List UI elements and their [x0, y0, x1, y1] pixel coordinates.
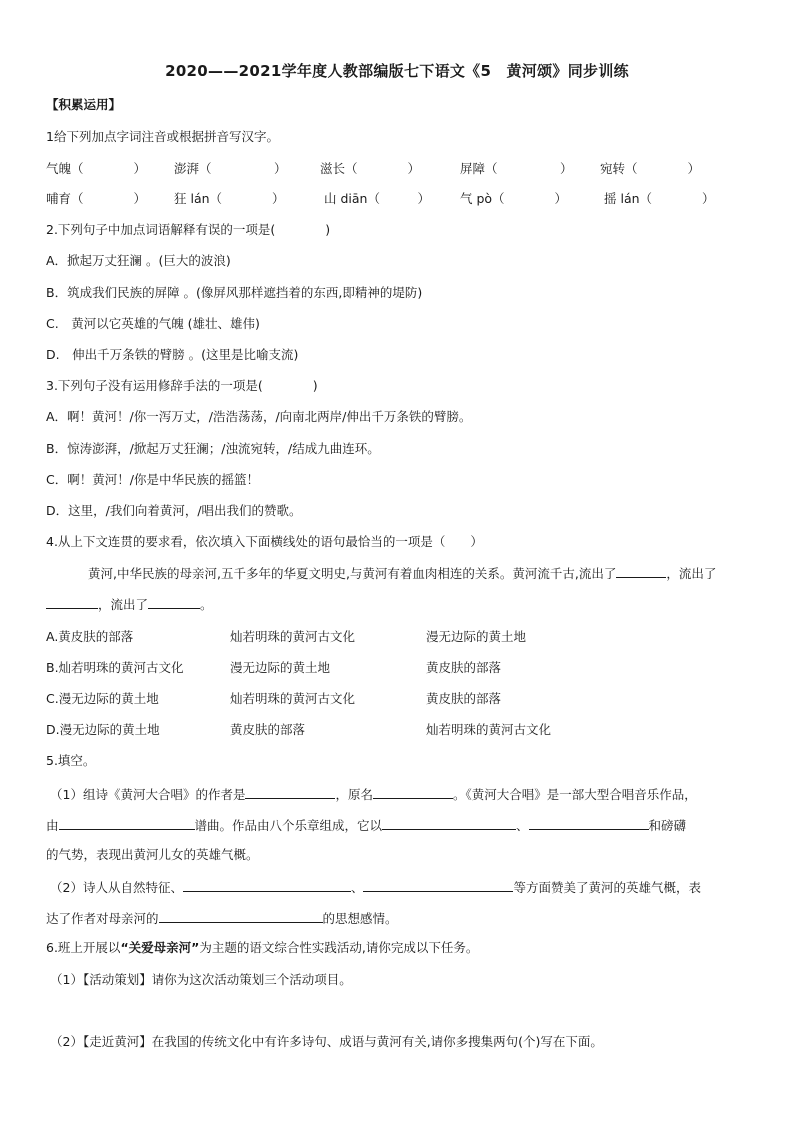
- q2-option-b: B．筑成我们民族的屏障 。(像屏风那样遮挡着的东西,即精神的堤防): [46, 285, 423, 300]
- q3-prompt: 3.下列句子没有运用修辞手法的一项是( ): [46, 378, 318, 393]
- q6-task-1: （1）【活动策划】请你为这次活动策划三个活动项目。: [50, 972, 352, 987]
- q6-task-2: （2）【走近黄河】在我国的传统文化中有许多诗句、成语与黄河有关,请你多搜集两句(个)写在下面。: [50, 1034, 603, 1049]
- q5-text: 的思想感情。: [322, 911, 398, 926]
- q5-text: ，原名: [335, 787, 373, 802]
- q5-prompt: 5.填空。: [46, 753, 96, 768]
- q5-text: 、: [516, 818, 529, 833]
- q2-prompt: 2.下列句子中加点词语解释有误的一项是( ): [46, 222, 331, 237]
- q5-text: （1）组诗《黄河大合唱》的作者是: [50, 787, 246, 802]
- section-heading: 【积累运用】: [46, 97, 122, 112]
- answer-blank[interactable]: [616, 563, 666, 578]
- q5-text: 达了作者对母亲河的: [46, 911, 159, 926]
- q5-text: （2）诗人从自然特征、: [50, 880, 183, 895]
- q4-option-c-2: 灿若明珠的黄河古文化: [230, 691, 356, 706]
- answer-blank[interactable]: [363, 877, 513, 892]
- q5-1-line2: [46, 815, 686, 835]
- q5-2-line2: [46, 908, 398, 928]
- q5-text: 由: [46, 818, 59, 833]
- q6-prompt: [46, 939, 478, 957]
- q5-text: 谱曲。作品由八个乐章组成，它以: [194, 818, 383, 833]
- q4-option-d-1: D.漫无边际的黄土地: [46, 722, 160, 737]
- q4-option-b-1: B.灿若明珠的黄河古文化: [46, 660, 184, 675]
- q5-1-line1: [50, 784, 697, 804]
- q6-text: 6.班上开展以: [46, 940, 121, 955]
- q2-option-a: A．掀起万丈狂澜 。(巨大的波浪): [46, 253, 231, 268]
- q5-text: 。《黄河大合唱》是一部大型合唱音乐作品，: [452, 787, 697, 802]
- q4-option-b-3: 黄皮肤的部落: [426, 660, 502, 675]
- q1-item: 气魄（ ）: [46, 161, 147, 176]
- q4-passage-text: 流出了: [678, 566, 717, 581]
- q3-option-b: B．惊涛澎湃，/掀起万丈狂澜；/浊流宛转，/结成九曲连环。: [46, 441, 380, 456]
- answer-blank[interactable]: [245, 784, 335, 799]
- answer-blank[interactable]: [46, 594, 98, 609]
- q4-passage-text: 。: [200, 597, 213, 612]
- q2-option-c: C. 黄河以它英雄的气魄 (雄壮、雄伟): [46, 316, 260, 331]
- q6-text: 为主题的语文综合性实践活动,请你完成以下任务。: [199, 940, 479, 955]
- page-title: 2020——2021学年度人教部编版七下语文《5 黄河颂》同步训练: [165, 62, 629, 80]
- q5-text: 、: [350, 880, 364, 895]
- q3-option-c: C．啊！黄河！/你是中华民族的摇篮！: [46, 472, 259, 487]
- q3-option-a: A．啊！黄河！/你一泻万丈，/浩浩荡荡，/向南北两岸/伸出千万条铁的臂膀。: [46, 409, 472, 424]
- answer-blank[interactable]: [373, 784, 453, 799]
- q4-passage-text: ，流出了: [98, 597, 149, 612]
- q4-option-d-2: 黄皮肤的部落: [230, 722, 306, 737]
- q5-2-line1: [50, 877, 701, 897]
- q4-passage-text: 黄河,中华民族的母亲河,五千多年的华夏文明史,与黄河有着血肉相连的关系。黄河流千古,流出了: [88, 566, 617, 581]
- answer-blank[interactable]: [183, 877, 351, 892]
- q4-option-d-3: 灿若明珠的黄河古文化: [426, 722, 552, 737]
- q4-prompt: 4.从上下文连贯的要求看，依次填入下面横线处的语句最恰当的一项是（ ）: [46, 534, 483, 549]
- q1-item: 宛转（ ）: [600, 161, 701, 176]
- answer-blank[interactable]: [59, 815, 195, 830]
- q1-item: 山 diān（ ）: [324, 191, 430, 206]
- q4-option-b-2: 漫无边际的黄土地: [230, 660, 331, 675]
- q1-item: 摇 lán（ ）: [604, 191, 715, 206]
- answer-blank[interactable]: [159, 908, 323, 923]
- q4-passage: 黄河,中华民族的母亲河,五千多年的华夏文明史,与黄河有着血肉相连的关系。黄河流千古,流出了 ，流出了，流出了 。: [46, 558, 750, 620]
- q1-item: 气 pò（ ）: [460, 191, 568, 206]
- answer-blank[interactable]: [148, 594, 200, 609]
- q1-prompt: 1给下列加点字词注音或根据拼音写汉字。: [46, 129, 279, 144]
- answer-blank[interactable]: [382, 815, 516, 830]
- q1-item: 狂 lán（ ）: [174, 191, 285, 206]
- q4-option-a-3: 漫无边际的黄土地: [426, 629, 527, 644]
- q1-item: 哺育（ ）: [46, 191, 147, 206]
- q1-item: 澎湃（ ）: [174, 161, 287, 176]
- q1-item: 滋长（ ）: [320, 161, 421, 176]
- q5-text: 等方面赞美了黄河的英雄气概，表: [513, 880, 701, 895]
- q3-option-d: D．这里，/我们向着黄河，/唱出我们的赞歌。: [46, 503, 302, 518]
- q4-option-a-2: 灿若明珠的黄河古文化: [230, 629, 356, 644]
- answer-blank[interactable]: [529, 815, 649, 830]
- q5-1-line3: 的气势，表现出黄河儿女的英雄气概。: [46, 847, 259, 862]
- q4-option-c-1: C.漫无边际的黄土地: [46, 691, 159, 706]
- q4-option-c-3: 黄皮肤的部落: [426, 691, 502, 706]
- q6-theme: “关爱母亲河”: [120, 940, 200, 955]
- q5-text: 和磅礴: [648, 818, 687, 833]
- q4-option-a-1: A.黄皮肤的部落: [46, 629, 134, 644]
- q2-option-d: D. 伸出千万条铁的臂膀 。(这里是比喻支流): [46, 347, 299, 362]
- q1-item: 屏障（ ）: [460, 161, 573, 176]
